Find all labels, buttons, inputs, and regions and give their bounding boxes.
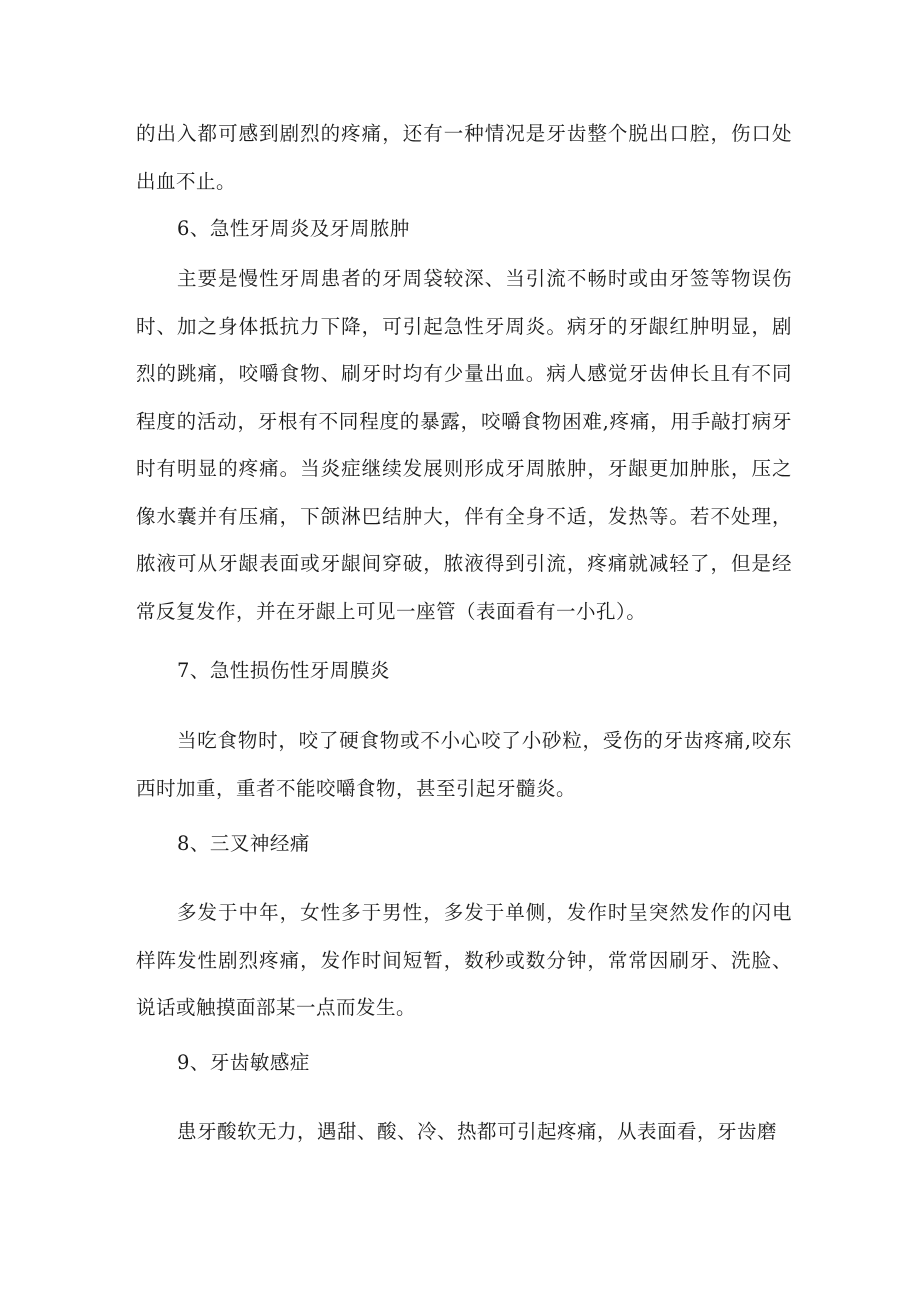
paragraph-section-9: 患牙酸软无力，遇甜、酸、冷、热都可引起疼痛，从表面看，牙齿磨 xyxy=(177,1120,778,1143)
paragraph-section-6: 主要是慢性牙周患者的牙周袋较深、当引流不畅时或由牙签等物误伤时、加之身体抵抗力下降，可引起急性牙周炎。病牙的牙龈红肿明显，剧烈的跳痛，咬嚼食物、刷牙时均有少量出血。病人感觉牙齿伸长且有不同程度的活动，牙根有不同程度的暴露，咬嚼食物困难,疼痛，用手敲打病牙时有明显的疼痛。当炎症继续发展则形成牙周脓肿，牙龈更加肿胀，压之像水囊并有压痛，下颌淋巴结肿大，伴有全身不适，发热等。若不处理，脓液可从牙龈表面或牙龈间穿破，脓液得到引流，疼痛就减轻了，但是经常反复发作，并在牙龈上可见一座管（表面看有一小孔）。 xyxy=(136,267,792,623)
paragraph-continuation: 的出入都可感到剧烈的疼痛，还有一种情况是牙齿整个脱出口腔，伤口处出血不止。 xyxy=(136,122,792,193)
paragraph-section-7: 当吃食物时，咬了硬食物或不小心咬了小砂粒，受伤的牙齿疼痛,咬东西时加重，重者不能咬嚼食物，甚至引起牙髓炎。 xyxy=(136,729,792,800)
section-heading-7: 7、急性损伤性牙周膜炎 xyxy=(177,659,390,682)
paragraph-section-8: 多发于中年，女性多于男性，多发于单侧，发作时呈突然发作的闪电样阵发性剧烈疼痛，发作时间短暂，数秒或数分钟，常常因刷牙、洗脸、说话或触摸面部某一点而发生。 xyxy=(136,901,792,1019)
section-heading-6: 6、急性牙周炎及牙周脓肿 xyxy=(177,217,410,240)
section-heading-9: 9、牙齿敏感症 xyxy=(177,1051,310,1074)
section-heading-8: 8、三叉神经痛 xyxy=(177,832,310,855)
